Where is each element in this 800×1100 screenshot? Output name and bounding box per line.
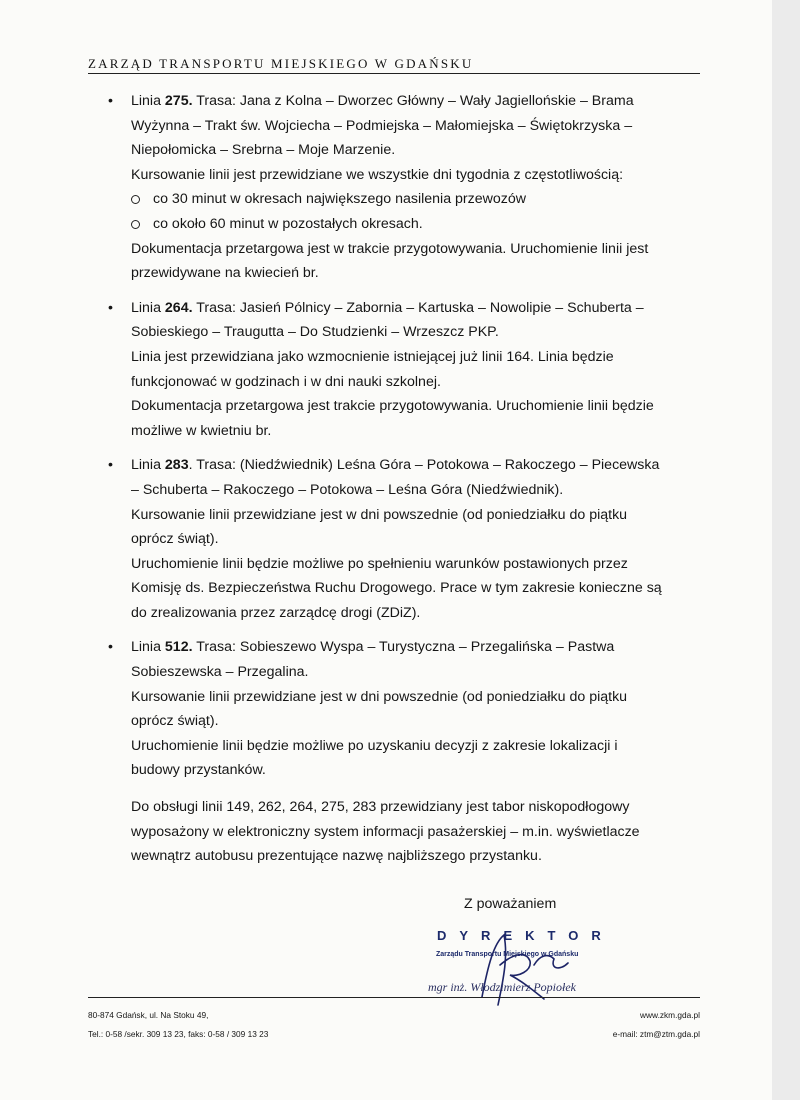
route-line: oprócz świąt). — [131, 713, 219, 730]
route-prefix: Linia — [131, 639, 165, 656]
route-line: budowy przystanków. — [131, 762, 266, 779]
route-item — [108, 453, 708, 625]
route-line: Komisję ds. Bezpieczeństwa Ruchu Drogowego. Prace w tym zakresie konieczne są — [131, 580, 662, 597]
closing-line: wyposażony w elektroniczny system informacji pasażerskiej – m.in. wyświetlacze — [131, 823, 640, 840]
route-line: – Schuberta – Rakoczego – Potokowa – Leśna Góra (Niedźwiednik). — [131, 481, 564, 498]
route-text: . Trasa: (Niedźwiednik) Leśna Góra – Potokowa – Rakoczego – Piecewska — [188, 457, 660, 474]
route-line: Kursowanie linii jest przewidziane we wszystkie dni tygodnia z częstotliwością: — [131, 166, 624, 183]
letterhead-rule — [88, 73, 700, 74]
route-line — [131, 453, 708, 478]
route-line: Sobieszewska – Przegalina. — [131, 664, 309, 681]
route-line — [131, 89, 708, 114]
signature-icon — [474, 925, 574, 1011]
route-number: 264. — [164, 299, 193, 316]
frequency-text: co około 60 minut w pozostałych okresach. — [153, 215, 423, 232]
route-line: Wyżynna – Trakt św. Wojciecha – Podmiejska – Małomiejska – Świętokrzyska – — [131, 117, 633, 134]
route-line — [131, 635, 708, 660]
closing-paragraph — [108, 795, 708, 869]
frequency-text: co 30 minut w okresach największego nasilenia przewozów — [153, 191, 527, 208]
route-item — [108, 296, 708, 444]
bullet: • — [108, 299, 113, 316]
route-line: Niepołomicka – Srebrna – Moje Marzenie. — [131, 142, 396, 159]
circle-bullet-icon — [131, 195, 140, 204]
route-line: funkcjonować w godzinach i w dni nauki szkolnej. — [131, 373, 441, 390]
footer-online — [546, 1006, 700, 1044]
route-text: Trasa: Jasień Pólnicy – Zabornia – Kartuska – Nowolipie – Schuberta – — [192, 299, 644, 316]
route-line: Sobieskiego – Traugutta – Do Studzienki – Wrzeszcz PKP. — [131, 324, 499, 341]
route-line — [131, 296, 708, 321]
route-line: Dokumentacja przetargowa jest w trakcie przygotowywania. Uruchomienie linii jest — [131, 240, 649, 257]
director-stamp-title: DYREKTOR — [437, 928, 614, 943]
route-text: Trasa: Sobieszewo Wyspa – Turystyczna – Przegalińska – Pastwa — [192, 639, 615, 656]
route-line: możliwe w kwietniu br. — [131, 422, 272, 439]
footer-email-link[interactable]: e-mail: ztm@ztm.gda.pl — [612, 1029, 700, 1039]
route-line: oprócz świąt). — [131, 531, 219, 548]
route-item — [108, 89, 708, 286]
route-line: Uruchomienie linii będzie możliwe po spełnieniu warunków postawionych przez — [131, 555, 628, 572]
footer-contact — [88, 1006, 268, 1044]
footer-phone: Tel.: 0-58 /sekr. 309 13 23, faks: 0-58 / 309 13 23 — [88, 1029, 269, 1039]
director-stamp-subtitle: Zarządu Transportu Miejskiego w Gdańsku — [436, 951, 579, 958]
greeting: Z poważaniem — [464, 896, 557, 912]
frequency-item — [131, 212, 708, 237]
circle-bullet-icon — [131, 220, 140, 229]
route-line: Uruchomienie linii będzie możliwe po uzyskaniu decyzji z zakresie lokalizacji i — [131, 737, 618, 754]
bullet: • — [108, 457, 113, 474]
route-number: 283 — [164, 457, 189, 474]
route-prefix: Linia — [131, 457, 165, 474]
route-line: do zrealizowania przez zarządcę drogi (ZDiZ). — [131, 604, 421, 621]
route-prefix: Linia — [131, 93, 165, 109]
scan-edge — [772, 0, 800, 1100]
route-line: Dokumentacja przetargowa jest trakcie przygotowywania. Uruchomienie linii będzie — [131, 398, 654, 415]
document-body — [108, 89, 708, 869]
frequency-item — [131, 187, 708, 212]
route-line: Kursowanie linii przewidziane jest w dni powszednie (od poniedziałku do piątku — [131, 688, 628, 705]
footer-rule — [88, 997, 700, 998]
letterhead: ZARZĄD TRANSPORTU MIEJSKIEGO W GDAŃSKU — [88, 56, 474, 71]
route-line: przewidywane na kwiecień br. — [131, 265, 319, 282]
closing-line: Do obsługi linii 149, 262, 264, 275, 283 przewidziany jest tabor niskopodłogowy — [131, 799, 630, 816]
route-line: Kursowanie linii przewidziane jest w dni powszednie (od poniedziałku do piątku — [131, 506, 628, 523]
bullet: • — [108, 93, 113, 109]
route-number: 275. — [164, 93, 193, 109]
route-text: Trasa: Jana z Kolna – Dworzec Główny – Wały Jagiellońskie – Brama — [192, 93, 634, 109]
footer-address: 80-874 Gdańsk, ul. Na Stoku 49, — [88, 1010, 209, 1020]
footer-website-link[interactable]: www.zkm.gda.pl — [640, 1010, 700, 1020]
route-item — [108, 635, 708, 783]
closing-line: wewnątrz autobusu prezentujące nazwę najbliższego przystanku. — [131, 848, 542, 865]
bullet: • — [108, 639, 113, 656]
signatory-name: mgr inż. Włodzimierz Popiołek — [428, 980, 576, 994]
route-number: 512. — [164, 639, 193, 656]
route-prefix: Linia — [131, 299, 165, 316]
route-line: Linia jest przewidziana jako wzmocnienie istniejącej już linii 164. Linia będzie — [131, 348, 614, 365]
